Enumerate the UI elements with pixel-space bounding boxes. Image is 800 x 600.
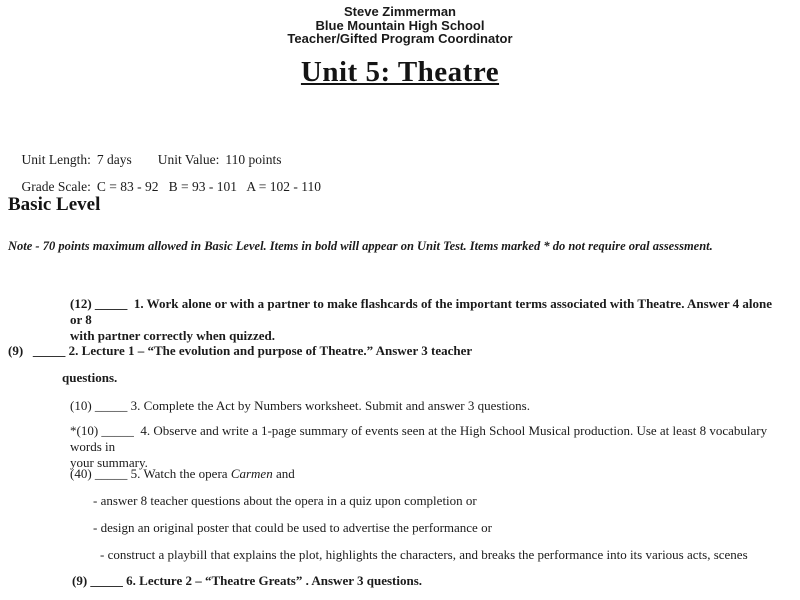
school-name: Blue Mountain High School	[315, 17, 485, 33]
task-item-5-option-b: - design an original poster that could be used to advertise the performance or	[93, 520, 492, 535]
task-item-4	[70, 423, 788, 471]
unit-length-value: 7 days	[96, 152, 132, 167]
task-item-4-line2: your summary.	[70, 455, 148, 470]
task-item-2-continued: questions.	[62, 370, 118, 385]
page-title: Unit 5: Theatre	[300, 56, 500, 88]
note-line: Note - 70 points maximum allowed in Basic Level. Items in bold will appear on Unit Test. Items marked * do not require oral assessment.	[8, 239, 713, 253]
document-header	[0, 5, 800, 46]
unit-value-label: Unit Value:	[157, 152, 220, 167]
grade-scale-label: Grade Scale:	[21, 179, 91, 194]
author-name: Steve Zimmerman	[344, 4, 456, 19]
task-item-5-text: (40) _____ 5. Watch the opera	[70, 466, 231, 481]
opera-title: Carmen	[230, 466, 273, 481]
unit-length-label: Unit Length:	[21, 152, 91, 167]
task-item-3: (10) _____ 3. Complete the Act by Numbers worksheet. Submit and answer 3 questions.	[70, 398, 530, 413]
task-item-1	[70, 296, 776, 344]
task-item-1-line2: with partner correctly when quizzed.	[70, 328, 275, 343]
task-item-5	[70, 466, 780, 482]
unit-value-value: 110 points	[225, 152, 282, 167]
section-heading-basic-level: Basic Level	[8, 194, 101, 215]
task-item-5-option-c: - construct a playbill that explains the plot, highlights the characters, and breaks the performance into its various acts, scenes	[100, 547, 748, 562]
task-item-5-option-a: - answer 8 teacher questions about the opera in a quiz upon completion or	[93, 493, 477, 508]
author-role: Teacher/Gifted Program Coordinator	[287, 31, 513, 46]
task-item-5-text-end: and	[272, 466, 295, 481]
task-item-6: (9) _____ 6. Lecture 2 – “Theatre Greats” . Answer 3 questions.	[72, 573, 423, 588]
grade-scale-value: C = 83 - 92 B = 93 - 101 A = 102 - 110	[96, 179, 321, 194]
task-item-4-line1: *(10) _____ 4. Observe and write a 1-page summary of events seen at the High School Musical production. Use at least 8 vocabulary words in	[70, 423, 771, 454]
task-item-2: (9) _____ 2. Lecture 1 – “The evolution and purpose of Theatre.” Answer 3 teacher	[8, 343, 473, 358]
task-item-1-line1: (12) _____ 1. Work alone or with a partner to make flashcards of the important terms associated with Theatre. Answer 4 alone or 8	[70, 296, 776, 327]
